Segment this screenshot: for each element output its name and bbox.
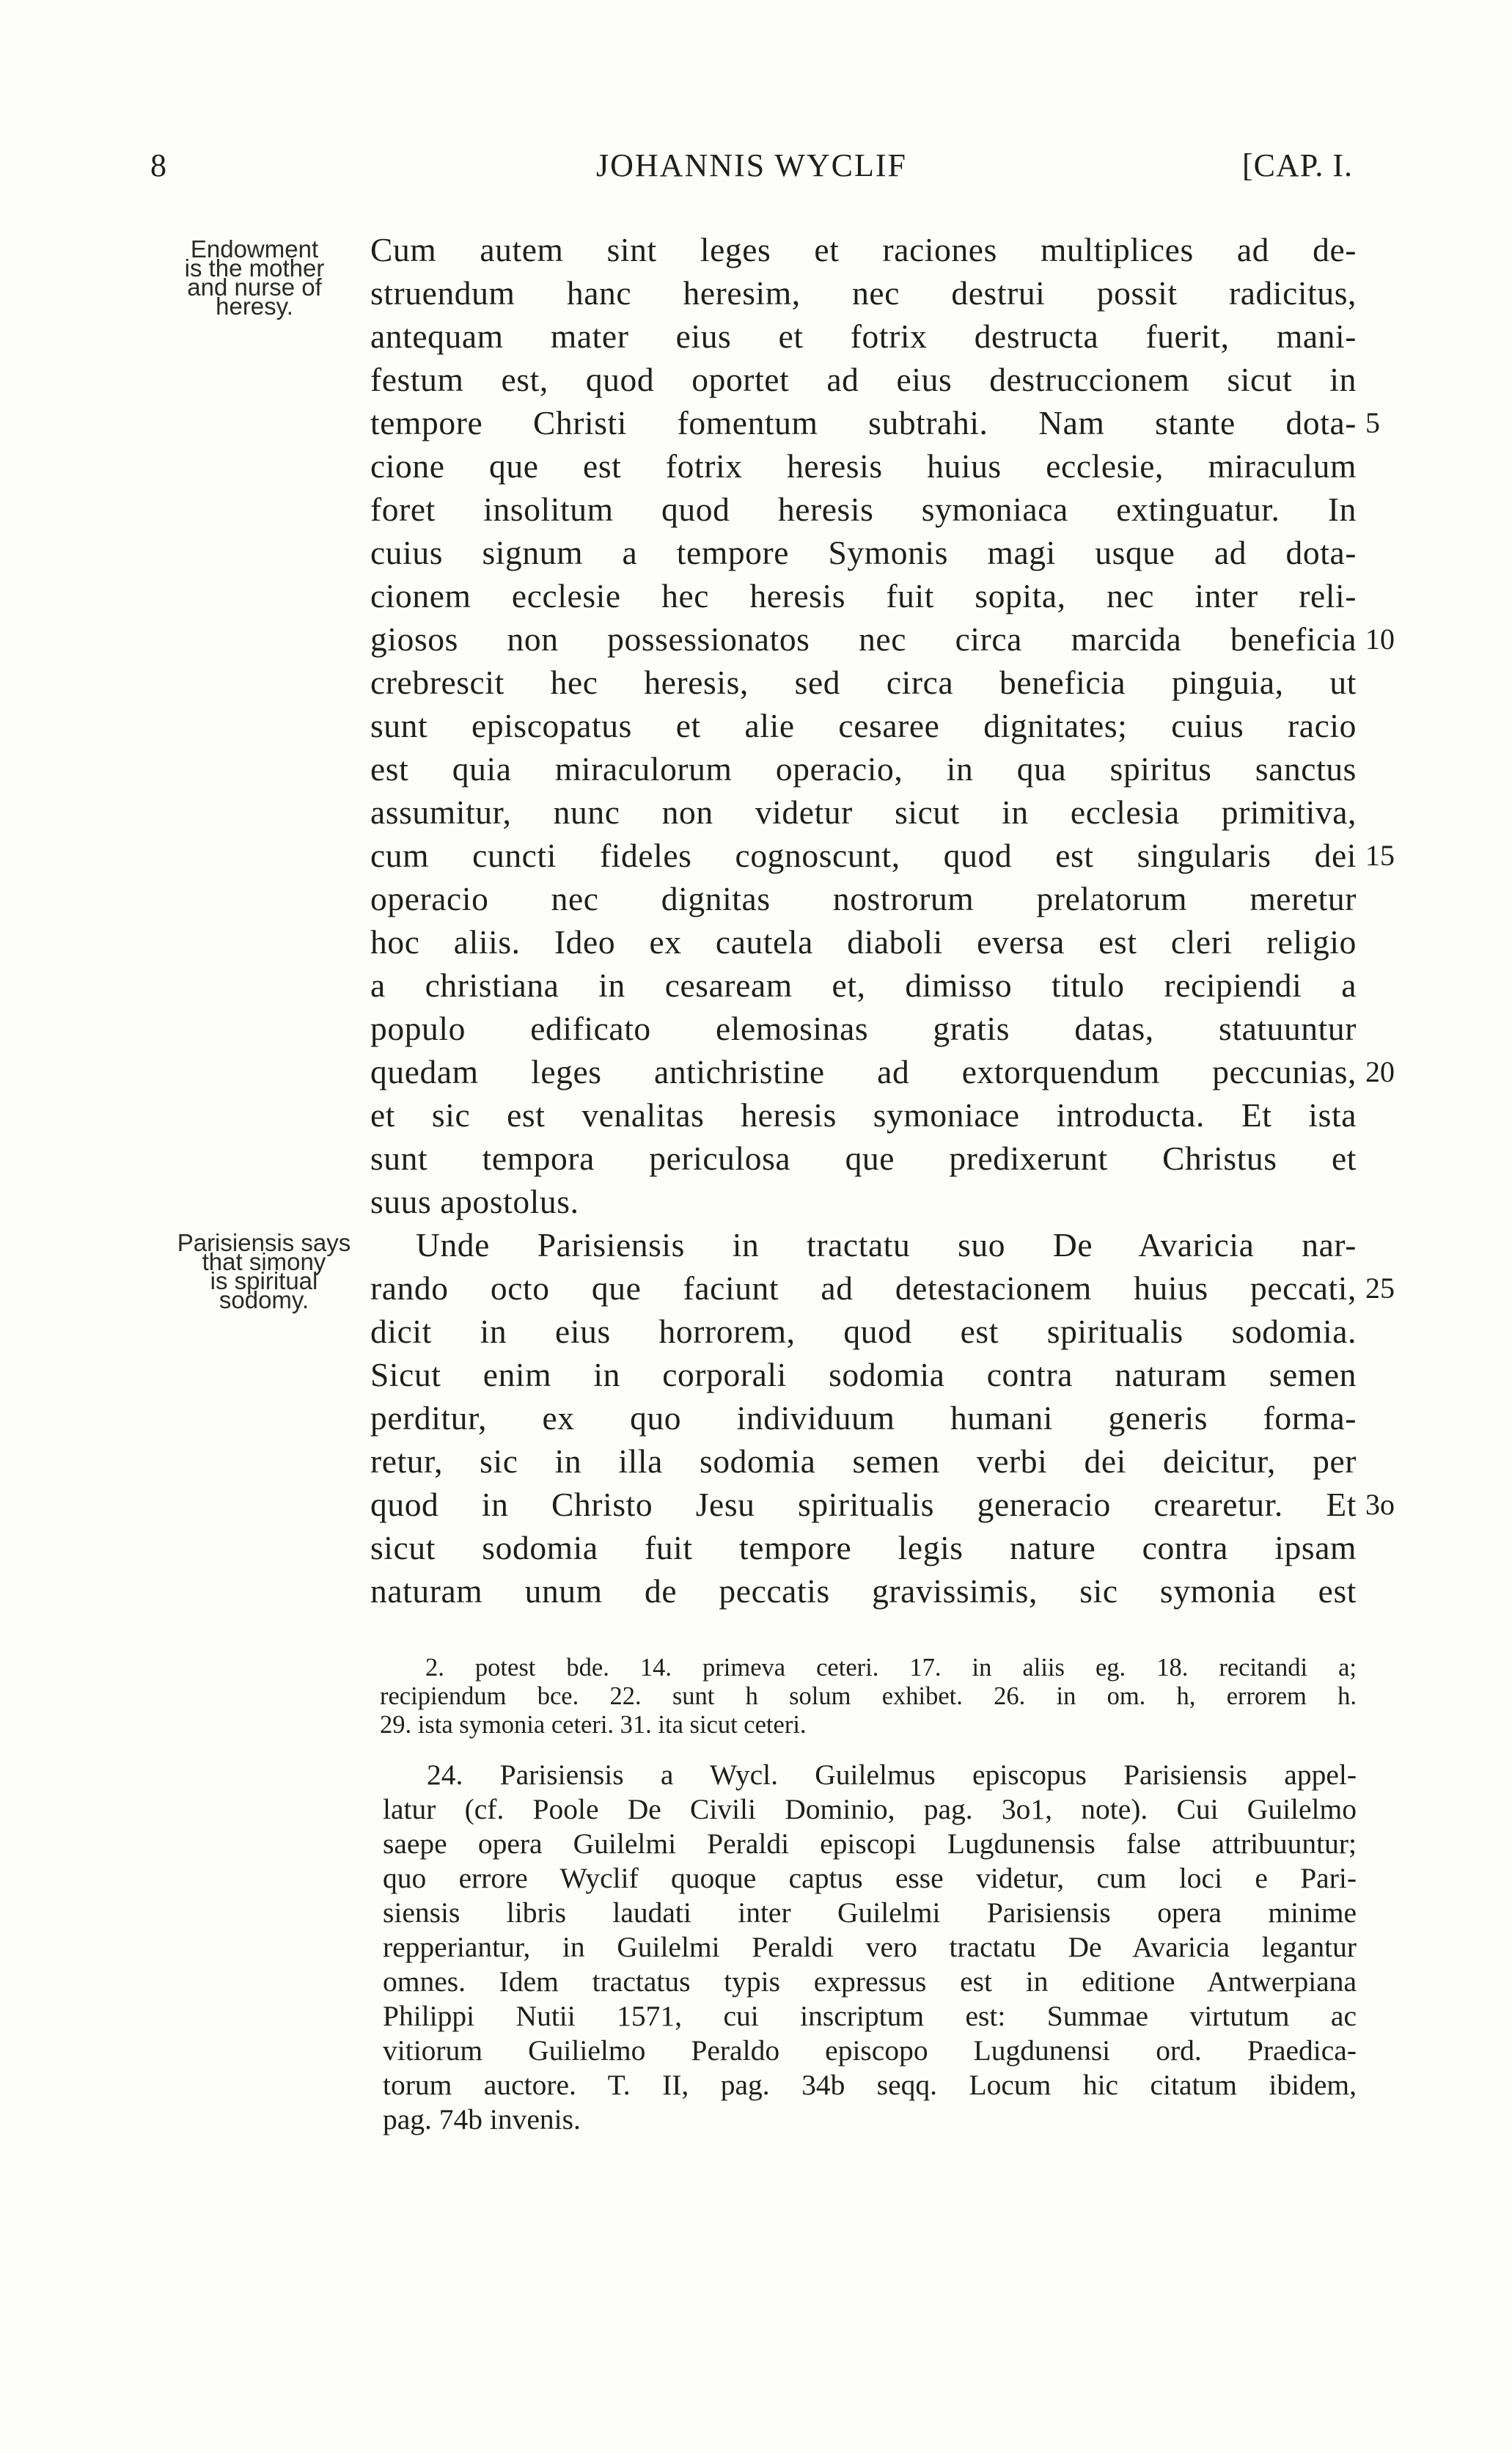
line-number: 10 xyxy=(1365,623,1395,656)
sidenote-line: Parisiensis says xyxy=(177,1229,351,1256)
text-line: assumitur, nunc non videtur sicut in ecclesia primitiva, xyxy=(370,793,1357,831)
text-line: quod in Christo Jesu spiritualis generacio crearetur. Et xyxy=(370,1486,1357,1523)
note-line: 24. Parisiensis a Wycl. Guilelmus episcopus Parisiensis appel- xyxy=(427,1759,1357,1791)
sidenote-line: sodomy. xyxy=(219,1286,309,1313)
sidenote-endowment xyxy=(163,235,346,320)
sidenote-parisiensis xyxy=(158,1229,370,1313)
line-number: 5 xyxy=(1365,406,1380,439)
line-number: 20 xyxy=(1365,1055,1395,1088)
sidenote-line: and nurse of xyxy=(187,274,322,301)
sidenote-line: heresy. xyxy=(216,293,293,320)
note-line: vitiorum Guilielmo Peraldo episcopo Lugdunensi ord. Praedica- xyxy=(383,2034,1357,2067)
text-line: cum cuncti fideles cognoscunt, quod est singularis dei xyxy=(370,837,1357,874)
line-number: 3o xyxy=(1365,1488,1395,1521)
text-line: Sicut enim in corporali sodomia contra naturam semen xyxy=(370,1356,1357,1393)
page-number: 8 xyxy=(150,147,167,183)
text-line: perditur, ex quo individuum humani generis forma- xyxy=(370,1399,1357,1437)
text-line: hoc aliis. Ideo ex cautela diaboli eversa est cleri religio xyxy=(370,923,1357,961)
text-line: sicut sodomia fuit tempore legis nature contra ipsam xyxy=(370,1529,1357,1566)
text-line: crebrescit hec heresis, sed circa beneficia pinguia, ut xyxy=(370,664,1357,701)
text-line: suus apostolus. xyxy=(370,1183,579,1220)
text-line: retur, sic in illa sodomia semen verbi dei deicitur, per xyxy=(370,1442,1357,1480)
text-line: Unde Parisiensis in tractatu suo De Avaricia nar- xyxy=(416,1226,1357,1264)
text-line: rando octo que faciunt ad detestacionem huius peccati, xyxy=(370,1269,1357,1307)
text-line: festum est, quod oportet ad eius destruccionem sicut in xyxy=(370,361,1357,398)
text-line: sunt episcopatus et alie cesaree dignitates; cuius racio xyxy=(370,707,1357,744)
text-line: populo edificato elemosinas gratis datas, statuuntur xyxy=(370,1010,1357,1047)
note-line: pag. 74b invenis. xyxy=(383,2103,581,2135)
text-line: Cum autem sint leges et raciones multiplices ad de- xyxy=(370,231,1357,268)
text-line: cuius signum a tempore Symonis magi usque ad dota- xyxy=(370,534,1357,571)
text-line: giosos non possessionatos nec circa marcida beneficia xyxy=(370,620,1357,658)
text-line: struendum hanc heresim, nec destrui possit radicitus, xyxy=(370,274,1357,312)
note-line: saepe opera Guilelmi Peraldi episcopi Lugdunensis false attribuuntur; xyxy=(383,1827,1357,1860)
line-number: 15 xyxy=(1365,839,1395,872)
text-line: antequam mater eius et fotrix destructa fuerit, mani- xyxy=(370,318,1357,355)
text-line: tempore Christi fomentum subtrahi. Nam stante dota- xyxy=(370,404,1357,441)
text-line: est quia miraculorum operacio, in qua spiritus sanctus xyxy=(370,750,1357,788)
chapter-label: [CAP. I. xyxy=(1241,147,1353,183)
note-line: repperiantur, in Guilelmi Peraldi vero tractatu De Avaricia legantur xyxy=(383,1931,1357,1963)
note-line: quo errore Wyclif quoque captus esse videtur, cum loci e Pari- xyxy=(383,1862,1357,1894)
sidenote-line: is spiritual xyxy=(210,1267,318,1294)
sidenote-line: that simony xyxy=(202,1248,326,1275)
sidenote-line: is the mother xyxy=(184,254,325,282)
running-head xyxy=(150,147,1353,191)
text-line: operacio nec dignitas nostrorum prelatorum meretur xyxy=(370,880,1357,917)
variant-line: recipiendum bce. 22. sunt h solum exhibet. 26. in om. h, errorem h. xyxy=(380,1682,1357,1710)
note-line: latur (cf. Poole De Civili Dominio, pag. 3o1, note). Cui Guilelmo xyxy=(383,1793,1357,1825)
text-line: cione que est fotrix heresis huius ecclesie, miraculum xyxy=(370,447,1357,485)
text-line: a christiana in cesaream et, dimisso titulo recipiendi a xyxy=(370,967,1357,1004)
note-line: torum auctore. T. II, pag. 34b seqq. Locum hic citatum ibidem, xyxy=(383,2069,1357,2101)
note-line: siensis libris laudati inter Guilelmi Parisiensis opera minime xyxy=(383,1896,1357,1929)
variant-line: 2. potest bde. 14. primeva ceteri. 17. in aliis eg. 18. recitandi a; xyxy=(425,1654,1357,1682)
text-line: sunt tempora periculosa que predixerunt Christus et xyxy=(370,1140,1357,1177)
text-line: dicit in eius horrorem, quod est spiritualis sodomia. xyxy=(370,1313,1357,1350)
text-line: cionem ecclesie hec heresis fuit sopita, nec inter reli- xyxy=(370,577,1357,615)
note-line: omnes. Idem tractatus typis expressus est in editione Antwerpiana xyxy=(383,1965,1357,1998)
line-number: 25 xyxy=(1365,1272,1395,1305)
text-line: foret insolitum quod heresis symoniaca extinguatur. In xyxy=(370,491,1357,528)
note-line: Philippi Nutii 1571, cui inscriptum est: Summae virtutum ac xyxy=(383,2000,1357,2032)
variant-line: 29. ista symonia ceteri. 31. ita sicut ceteri. xyxy=(380,1711,807,1739)
text-line: et sic est venalitas heresis symoniace introducta. Et ista xyxy=(370,1096,1357,1134)
text-line: naturam unum de peccatis gravissimis, sic symonia est xyxy=(370,1572,1357,1610)
sidenote-line: Endowment xyxy=(190,235,319,263)
running-title: JOHANNIS WYCLIF xyxy=(596,147,907,183)
text-line: quedam leges antichristine ad extorquendum peccunias, xyxy=(370,1053,1357,1090)
